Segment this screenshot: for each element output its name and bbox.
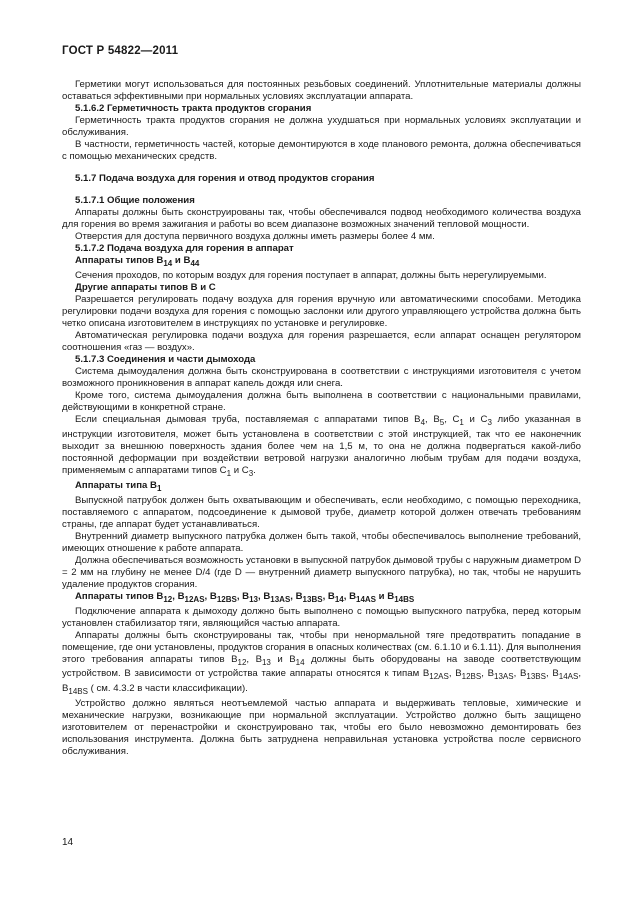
section-heading: Аппараты типов $B_{12}$, $B_{12AS}$, $B_{12BS}$, $B_{13}$, $B_{13AS}$, $B_{13BS}$, $B_{14}$, $B_{14AS}$ и $B_{14BS}$ (75, 590, 415, 604)
body-paragraph: Подключение аппарата к дымоходу должно быть выполнено с помощью выпускного патрубка, перед которым установлен стабилизатор тяги, являющийся частью аппарата. (62, 605, 581, 629)
section-heading: 5.1.7.1 Общие положения (75, 195, 195, 206)
body-paragraph: Сечения проходов, по которым воздух для горения поступает в аппарат, должны быть нерегулируемыми. (75, 269, 547, 281)
section-heading: Аппараты типов $B_{14}$ и $B_{44}$ (75, 255, 200, 268)
section-heading: 5.1.7.3 Соединения и части дымохода (75, 353, 256, 365)
section-heading: Аппараты типа $B_1$ (75, 479, 162, 493)
body-paragraph: Кроме того, система дымоудаления должна быть выполнена в соответствии с национальными правилами, действующими в конкретной стране. (62, 389, 581, 413)
body-paragraph: Герметичность тракта продуктов сгорания не должна ухудшаться при нормальных условиях эксплуатации и обслуживания. (62, 115, 581, 138)
body-paragraph: Устройство должно являться неотъемлемой частью аппарата и выдерживать тепловые, химические и механические нагрузки, возникающие при нормальной эксплуатации. Устройство должно быть защищено изготовителем от перенастройки и сконструировано так, чтобы его было невозможно демонтировать без использования инструмента. Должна быть затруднена неправильная установка устройства после сервисного обслуживания. (62, 698, 581, 758)
document-body (62, 79, 581, 758)
page-number: 14 (62, 837, 74, 848)
section-heading: Другие аппараты типов B и C (75, 281, 216, 293)
section-heading: 5.1.6.2 Герметичность тракта продуктов сгорания (75, 103, 312, 114)
section-heading: 5.1.7.2 Подача воздуха для горения в аппарат (75, 243, 294, 254)
section-heading: 5.1.7 Подача воздуха для горения и отвод продуктов сгорания (75, 173, 375, 184)
body-paragraph: Система дымоудаления должна быть сконструирована в соответствии с инструкциями изготовителя с учетом возможного проникновения в аппарат капель дождя или снега. (62, 365, 581, 389)
body-paragraph: Если специальная дымовая труба, поставляемая с аппаратами типов $B_4$, $B_5$, $C_1$ и $C_3$ либо указанная в инструкции изготовителя, может быть установлена в соответствии с этой инструкцией, так что ее наконечник выходит за внешнюю поверхность здания более чем на 1,5 м, то она не должна подвергаться какой-либо постоянной деформации при воздействии ветровой нагрузки аналогично любым трубам для подачи воздуха, применяемым с аппаратами типов $C_1$ и $C_3$. (62, 413, 581, 478)
standard-header: ГОСТ Р 54822—2011 (62, 45, 179, 57)
body-paragraph: Аппараты должны быть сконструированы так, чтобы при ненормальной тяге предотвратить попадание в помещение, где они установлены, продуктов сгорания в опасных количествах (см. 6.1.10 и 6.1.11). Для выполнения этого требования аппараты типов $B_{12}$, $B_{13}$ и $B_{14}$ должны быть оборудованы на заводе соответствующим устройством. В зависимости от устройства такие аппараты относятся к типам $B_{12AS}$, $B_{12BS}$, $B_{13AS}$, $B_{13BS}$, $B_{14AS}$, $B_{14BS}$ ( см. 4.3.2 в части классификации). (62, 629, 582, 697)
body-paragraph: В частности, герметичность частей, которые демонтируются в ходе планового ремонта, должна обеспечиваться с помощью механических средств. (62, 139, 581, 162)
body-paragraph: Отверстия для доступа первичного воздуха должны иметь размеры более 4 мм. (75, 231, 435, 242)
body-paragraph: Разрешается регулировать подачу воздуха для горения вручную или автоматическими способами. Методика регулировки подачи воздуха для горения с помощью заслонки или другого управляющего устройства должна быть четко описана изготовителем в инструкциях по установке и регулировке. (62, 293, 581, 329)
body-paragraph: Герметики могут использоваться для постоянных резьбовых соединений. Уплотнительные материалы должны оставаться эффективными при нормальных условиях эксплуатации аппарата. (62, 79, 581, 102)
body-paragraph: Автоматическая регулировка подачи воздуха для горения разрешается, если аппарат оснащен регулятором соотношения «газ — воздух». (62, 329, 581, 353)
body-paragraph: Аппараты должны быть сконструированы так, чтобы обеспечивался подвод необходимого количества воздуха для горения во время зажигания и работы во всем диапазоне возможных значений тепловой мощности. (62, 207, 581, 230)
body-paragraph: Внутренний диаметр выпускного патрубка должен быть такой, чтобы обеспечивалось выполнение требований, имеющих отношение к работе аппарата. (62, 530, 581, 554)
body-paragraph: Должна обеспечиваться возможность установки в выпускной патрубок дымовой трубы с наружным диаметром D = 2 мм на глубину не менее D/4 (где D — внутренний диаметр выпускного патрубка), но так, чтобы не нарушить удаление продуктов сгорания. (62, 554, 581, 590)
body-paragraph: Выпускной патрубок должен быть охватывающим и обеспечивать, если необходимо, с помощью переходника, поставляемого с аппаратом, подсоединение к дымовой трубе, диаметр которой должен отвечать требованиям страны, где аппарат будет устанавливаться. (62, 494, 581, 530)
